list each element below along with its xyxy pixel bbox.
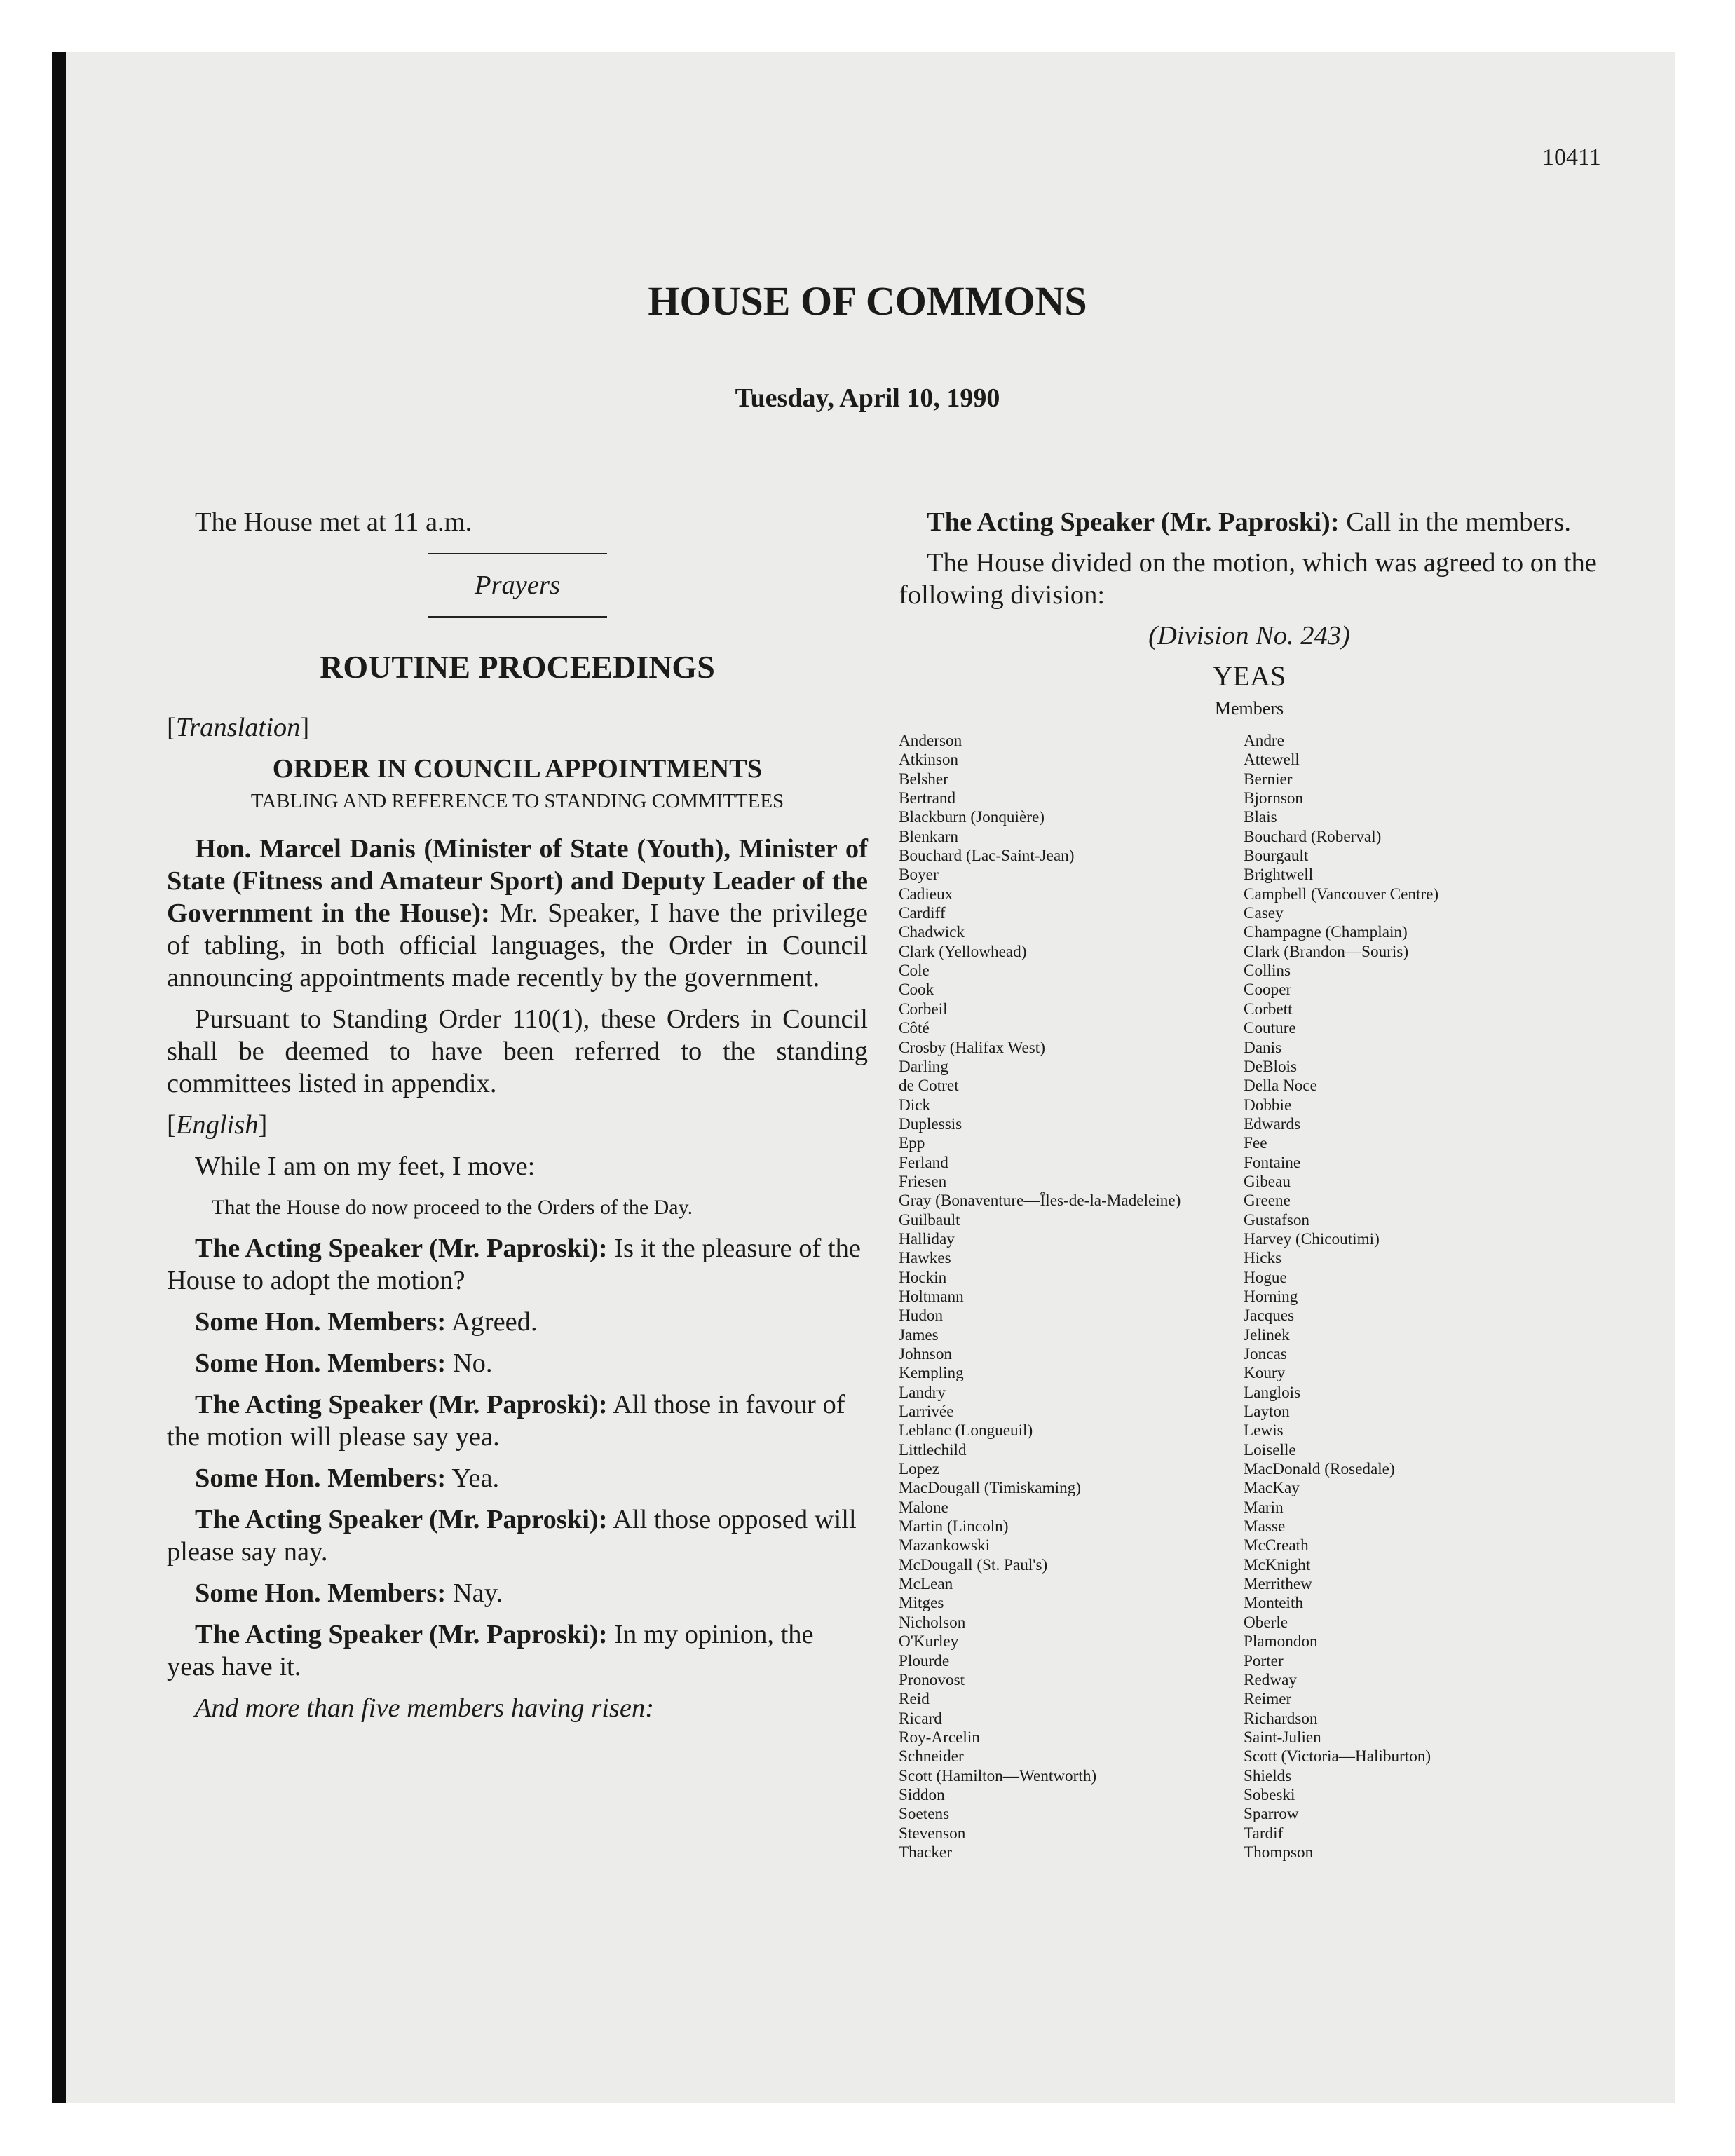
- page-number: 10411: [1542, 144, 1601, 170]
- member-name: Marin: [1244, 1498, 1284, 1517]
- member-name: Mitges: [899, 1594, 944, 1613]
- member-name: Epp: [899, 1134, 925, 1153]
- member-name: DeBlois: [1244, 1057, 1298, 1076]
- speaker-name: Hon. Marcel Danis (Minister of State (Youth), Minister of State (Fitness and Amateur Sport) and Deputy Leader of the Government in the House):: [167, 834, 868, 928]
- member-name: Masse: [1244, 1517, 1286, 1536]
- member-name: Chadwick: [899, 923, 965, 942]
- member-name: MacDougall (Timiskaming): [899, 1479, 1081, 1498]
- members-label: Members: [1214, 698, 1284, 718]
- member-name: Leblanc (Longueuil): [899, 1421, 1033, 1440]
- member-name: Dobbie: [1244, 1096, 1292, 1114]
- speaker-name: The Acting Speaker (Mr. Paproski):: [927, 507, 1340, 537]
- division-number: (Division No. 243): [1148, 621, 1350, 650]
- member-name: Côté: [899, 1019, 930, 1038]
- member-name: Collins: [1244, 962, 1291, 981]
- member-name: Gustafson: [1244, 1210, 1310, 1229]
- member-name: Roy-Arcelin: [899, 1728, 980, 1747]
- binding-edge: [52, 52, 66, 2103]
- member-name: Harvey (Chicoutimi): [1244, 1229, 1380, 1248]
- member-name: Hogue: [1244, 1268, 1287, 1287]
- member-name: Saint-Julien: [1244, 1728, 1321, 1747]
- member-name: Bjornson: [1244, 789, 1304, 808]
- member-name: Cook: [899, 981, 934, 999]
- member-name: Corbett: [1244, 999, 1293, 1018]
- member-name: Boyer: [899, 866, 939, 885]
- member-name: Scott (Hamilton—Wentworth): [899, 1766, 1097, 1785]
- member-name: Bernier: [1244, 770, 1293, 789]
- member-name: James: [899, 1325, 939, 1344]
- member-name: Scott (Victoria—Haliburton): [1244, 1747, 1431, 1766]
- member-name: Cole: [899, 962, 930, 981]
- members-yea: [167, 1462, 868, 1494]
- speaker-name: The Acting Speaker (Mr. Paproski):: [195, 1390, 608, 1419]
- member-name: Ricard: [899, 1709, 942, 1728]
- danis-statement: [167, 833, 868, 994]
- member-name: McCreath: [1244, 1536, 1309, 1555]
- member-name: Hudon: [899, 1306, 944, 1325]
- translation-label: Translation: [175, 713, 301, 742]
- member-name: Halliday: [899, 1229, 955, 1248]
- member-name: Plourde: [899, 1651, 950, 1670]
- member-name: Brightwell: [1244, 866, 1314, 885]
- statement-text: Mr. Speaker, I have the privilege of tabling, in both official languages, the Order in Council announcing appointments made recently by the government.: [167, 899, 868, 992]
- tabling-subheading: TABLING AND REFERENCE TO STANDING COMMITTEES: [250, 790, 784, 812]
- translation-marker: [Translation]: [167, 713, 310, 742]
- member-name: Joncas: [1244, 1345, 1287, 1363]
- member-name: Sobeski: [1244, 1785, 1295, 1804]
- member-name: Della Noce: [1244, 1077, 1317, 1096]
- member-name: Lopez: [899, 1460, 939, 1479]
- member-name: Plamondon: [1244, 1632, 1318, 1651]
- speaker-name: The Acting Speaker (Mr. Paproski):: [195, 1620, 608, 1649]
- member-name: Gibeau: [1244, 1172, 1291, 1191]
- member-name: Layton: [1244, 1403, 1290, 1421]
- member-name: Champagne (Champlain): [1244, 923, 1408, 942]
- member-name: Pronovost: [899, 1670, 965, 1689]
- member-name: Bouchard (Roberval): [1244, 827, 1382, 846]
- member-name: Darling: [899, 1057, 948, 1076]
- member-name: Siddon: [899, 1785, 945, 1804]
- member-name: Cadieux: [899, 885, 953, 903]
- member-name: Attewell: [1244, 751, 1300, 770]
- call-in-members: [899, 506, 1600, 538]
- member-name: Porter: [1244, 1651, 1284, 1670]
- english-label: English: [175, 1110, 259, 1140]
- statement-text: All those opposed will please say nay.: [167, 1505, 857, 1567]
- member-name: Richardson: [1244, 1709, 1318, 1728]
- move-paragraph: While I am on my feet, I move:: [195, 1152, 536, 1181]
- member-name: Stevenson: [899, 1824, 966, 1843]
- member-name: Corbeil: [899, 999, 948, 1018]
- member-name: Cooper: [1244, 981, 1292, 999]
- speaker-opinion: [167, 1618, 868, 1683]
- member-name: Crosby (Halifax West): [899, 1038, 1045, 1057]
- member-name: Loiselle: [1244, 1440, 1296, 1459]
- motion-text: That the House do now proceed to the Orders of the Day.: [212, 1196, 693, 1219]
- members-agreed: [167, 1306, 868, 1338]
- routine-proceedings-heading: ROUTINE PROCEEDINGS: [320, 649, 715, 685]
- order-in-council-heading: ORDER IN COUNCIL APPOINTMENTS: [272, 754, 763, 784]
- divider-rule: [428, 553, 607, 554]
- english-marker: [English]: [167, 1110, 268, 1140]
- member-name: Danis: [1244, 1038, 1282, 1057]
- member-name: O'Kurley: [899, 1632, 959, 1651]
- member-name: Andre: [1244, 732, 1284, 750]
- member-name: Jelinek: [1244, 1325, 1290, 1344]
- member-name: Fee: [1244, 1134, 1267, 1153]
- statement-text: Agreed.: [451, 1307, 538, 1337]
- statement-text: Is it the pleasure of the House to adopt the motion?: [167, 1234, 861, 1295]
- member-name: Koury: [1244, 1364, 1286, 1383]
- member-name: Lewis: [1244, 1421, 1284, 1440]
- member-name: Nicholson: [899, 1613, 966, 1632]
- member-name: Landry: [899, 1383, 946, 1402]
- member-name: Hawkes: [899, 1249, 951, 1268]
- member-name: Thacker: [899, 1843, 952, 1862]
- member-name: Horning: [1244, 1287, 1298, 1306]
- member-name: Shields: [1244, 1766, 1292, 1785]
- member-name: MacKay: [1244, 1479, 1300, 1498]
- page-title: HOUSE OF COMMONS: [648, 278, 1087, 324]
- prayers-heading: Prayers: [475, 571, 560, 600]
- statement-text: Yea.: [451, 1464, 500, 1493]
- members-no: [167, 1347, 868, 1379]
- member-name: Hockin: [899, 1268, 947, 1287]
- statement-text: Nay.: [452, 1578, 503, 1608]
- member-name: Bouchard (Lac-Saint-Jean): [899, 847, 1075, 866]
- member-name: Johnson: [899, 1345, 953, 1363]
- member-name: Littlechild: [899, 1440, 967, 1459]
- member-name: Tardif: [1244, 1824, 1284, 1843]
- member-name: Duplessis: [899, 1114, 962, 1133]
- member-name: Greene: [1244, 1192, 1291, 1210]
- pursuant-paragraph: Pursuant to Standing Order 110(1), these Orders in Council shall be deemed to have been referred to the standing committees listed in appendix.: [167, 1004, 868, 1098]
- yeas-heading: YEAS: [1212, 660, 1286, 692]
- statement-text: Call in the members.: [1346, 507, 1571, 537]
- member-name: Blais: [1244, 808, 1277, 827]
- member-name: Larrivée: [899, 1403, 954, 1421]
- member-name: Anderson: [899, 732, 962, 750]
- speaker-name: The Acting Speaker (Mr. Paproski):: [195, 1505, 608, 1534]
- member-name: Schneider: [899, 1747, 964, 1766]
- member-name: Malone: [899, 1498, 948, 1517]
- divider-rule: [428, 616, 607, 618]
- member-name: MacDonald (Rosedale): [1244, 1460, 1395, 1479]
- member-name: Blenkarn: [899, 827, 958, 846]
- speaker-name: Some Hon. Members:: [195, 1307, 447, 1337]
- member-name: McKnight: [1244, 1555, 1311, 1574]
- member-name: Jacques: [1244, 1306, 1295, 1325]
- member-name: Hicks: [1244, 1249, 1282, 1268]
- member-name: Campbell (Vancouver Centre): [1244, 885, 1439, 903]
- member-name: Reimer: [1244, 1690, 1292, 1709]
- member-name: Fontaine: [1244, 1153, 1301, 1172]
- member-name: McLean: [899, 1575, 953, 1594]
- member-name: Thompson: [1244, 1843, 1314, 1862]
- speaker-name: Some Hon. Members:: [195, 1349, 447, 1378]
- right-column: [899, 506, 1600, 1862]
- speaker-name: Some Hon. Members:: [195, 1464, 447, 1493]
- member-name: Edwards: [1244, 1114, 1301, 1133]
- speaker-favour: [167, 1389, 868, 1453]
- members-risen: And more than five members having risen:: [195, 1693, 655, 1723]
- member-name: de Cotret: [899, 1077, 959, 1096]
- left-column: [167, 506, 868, 1733]
- statement-text: In my opinion, the yeas have it.: [167, 1620, 814, 1681]
- names-column-1: [899, 732, 1235, 1862]
- member-name: Gray (Bonaventure—Îles-de-la-Madeleine): [899, 1192, 1181, 1210]
- member-name: Belsher: [899, 770, 948, 789]
- member-name: Couture: [1244, 1019, 1296, 1038]
- member-name: Clark (Yellowhead): [899, 942, 1027, 961]
- sitting-date: Tuesday, April 10, 1990: [735, 383, 1000, 413]
- member-name: Merrithew: [1244, 1575, 1312, 1594]
- members-nay: [167, 1577, 868, 1609]
- member-name: Guilbault: [899, 1210, 960, 1229]
- member-name: Atkinson: [899, 751, 959, 770]
- member-name: Bertrand: [899, 789, 956, 808]
- speaker-pleasure: [167, 1232, 868, 1297]
- member-name: Soetens: [899, 1805, 950, 1824]
- member-name: Ferland: [899, 1153, 948, 1172]
- member-name: Holtmann: [899, 1287, 964, 1306]
- member-name: Friesen: [899, 1172, 947, 1191]
- names-column-2: [1244, 732, 1594, 1862]
- member-name: Cardiff: [899, 904, 946, 923]
- member-name: Martin (Lincoln): [899, 1517, 1009, 1536]
- member-name: Langlois: [1244, 1383, 1301, 1402]
- member-name: Mazankowski: [899, 1536, 991, 1555]
- statement-text: No.: [452, 1349, 493, 1378]
- division-paragraph: The House divided on the motion, which was agreed to on the following division:: [899, 548, 1597, 610]
- speaker-name: Some Hon. Members:: [195, 1578, 447, 1608]
- member-name: Kempling: [899, 1364, 964, 1383]
- member-name: Oberle: [1244, 1613, 1288, 1632]
- member-name: Monteith: [1244, 1594, 1304, 1613]
- member-name: Reid: [899, 1690, 930, 1709]
- speaker-name: The Acting Speaker (Mr. Paproski):: [195, 1234, 608, 1263]
- member-name: Redway: [1244, 1670, 1297, 1689]
- house-met: The House met at 11 a.m.: [195, 507, 472, 537]
- speaker-opposed: [167, 1503, 868, 1568]
- member-name: Sparrow: [1244, 1805, 1299, 1824]
- member-name: Casey: [1244, 904, 1284, 923]
- member-name: McDougall (St. Paul's): [899, 1555, 1048, 1574]
- member-name: Dick: [899, 1096, 931, 1114]
- member-name: Blackburn (Jonquière): [899, 808, 1045, 827]
- member-name: Bourgault: [1244, 847, 1309, 866]
- statement-text: All those in favour of the motion will please say yea.: [167, 1390, 845, 1452]
- member-name: Clark (Brandon—Souris): [1244, 942, 1409, 961]
